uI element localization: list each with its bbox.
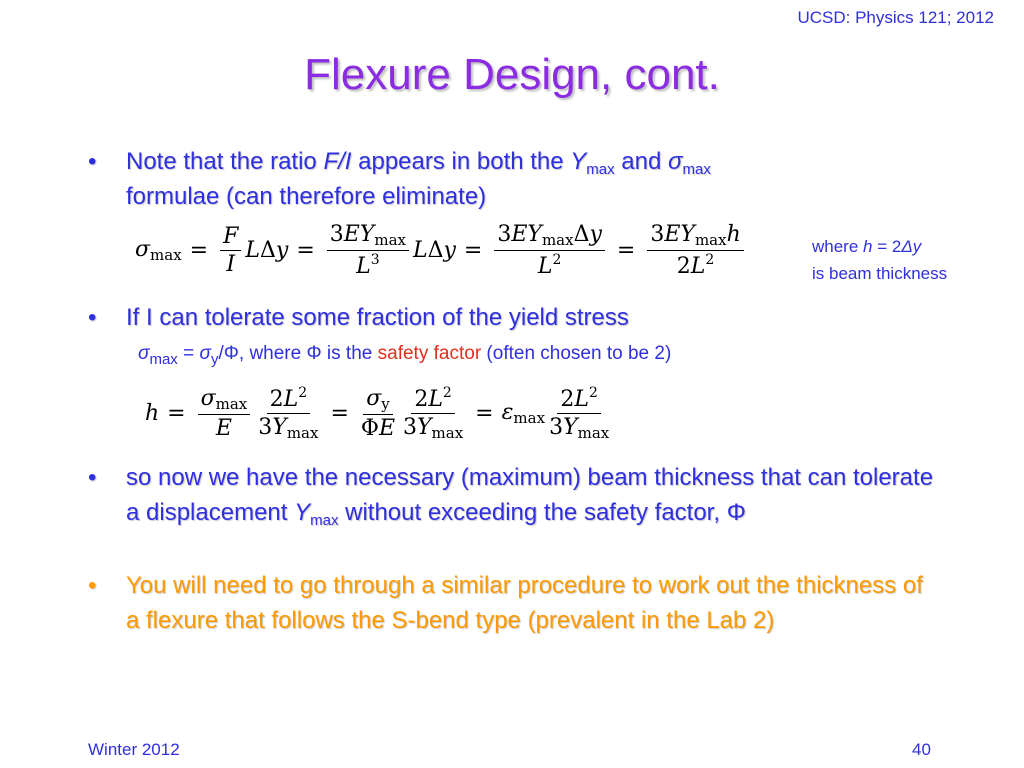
safety-factor-highlight: safety bbox=[377, 343, 429, 364]
bullet-dot: • bbox=[88, 148, 97, 175]
bullet-3: • so now we have the necessary (maximum) beam thickness that can tolerate a displacement $Y_{max}$ without exceeding the safety factor, Φ bbox=[88, 460, 938, 568]
course-header: UCSD: Physics 121; 2012 bbox=[797, 8, 994, 27]
equation-h: h = $\frac{\sigma\max}{E}$ $\frac{2L^2}{3Ymax}$ = $\frac{\sigma y}{\Phi E}$ $\frac{2L^2}{3Ymax}$ = εmax $\frac{2L^2}{3Ymax}$ bbox=[145, 384, 610, 442]
safety-factor-line: $\sigma_{max} = \sigma_y/\Phi$, where Φ is the safety factor (often chosen to be 2) bbox=[138, 343, 672, 368]
page-number: 40 bbox=[912, 740, 931, 759]
bullet-1: • Note that the ratio F/I appears in both the $Y_{max}$ and $\sigma_{max}$ formulae (can therefore eliminate) bbox=[88, 144, 938, 216]
slide-title: Flexure Design, cont. bbox=[304, 50, 720, 99]
bullet-2: • If I can tolerate some fraction of the yield stress bbox=[88, 300, 938, 336]
bullet-dot: • bbox=[88, 304, 97, 331]
footer-term: Winter 2012 bbox=[88, 740, 180, 759]
bullet-dot: • bbox=[88, 464, 97, 491]
bullet-dot: • bbox=[88, 572, 97, 599]
bullet-4: • You will need to go through a similar procedure to work out the thickness of a flexure that follows the S-bend type (prevalent in the Lab 2) bbox=[88, 568, 938, 676]
equation-sigma-max: σmax = $\frac{F}{I}$ LΔy = $\frac{3EYmax}{L^3}$ LΔy = $\frac{3EYmax\Delta y}{L^2}$ = $\frac{3EYmaxh}{2L^2}$ bbox=[135, 220, 748, 280]
thickness-note: where h = 2Δy is beam thickness bbox=[812, 237, 948, 283]
